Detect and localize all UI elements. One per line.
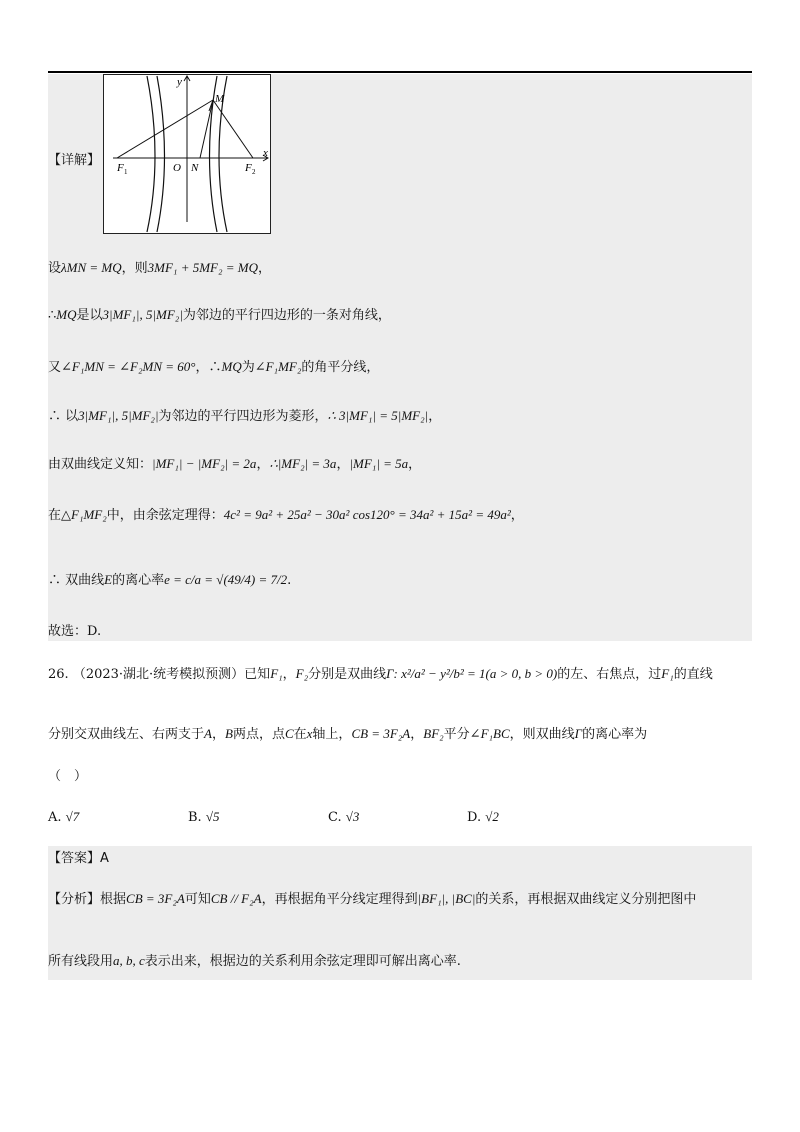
solution-line-6: 在△F₁MF₂中，由余弦定理得：4c² = 9a² + 25a² − 30a² cos120° = 34a² + 15a² = 49a²， (48, 507, 524, 523)
question-line-2: 分别交双曲线左、右两支于A，B两点，点C在x轴上，CB = 3F₂A，BF₂平分∠F₁BC，则双曲线Γ的离心率为 (48, 726, 648, 742)
label-F1-sub: 1 (124, 168, 128, 176)
option-a[interactable]: A. √7 (48, 809, 80, 825)
hyperbola-figure (103, 74, 271, 234)
hyperbola-diagram (103, 74, 271, 234)
solution-line-7: ∴ 双曲线E的离心率e = c/a = √(49/4) = 7/2. (48, 572, 292, 588)
top-rule (48, 71, 752, 73)
solution-line-8: 故选：D. (48, 624, 102, 639)
question-line-1: 26. （2023·湖北·统考模拟预测）已知F₁，F₂分别是双曲线Γ: x²/a² − y²/b² = 1(a > 0, b > 0)的左、右焦点，过F₁的直线 (48, 666, 713, 682)
label-y: y (177, 76, 182, 88)
solution-line-5: 由双曲线定义知：|MF₁| − |MF₂| = 2a，∴|MF₂| = 3a，|MF₁| = 5a， (48, 456, 422, 472)
label-N: N (191, 162, 199, 174)
label-x: x (263, 147, 268, 159)
solution-heading: 【详解】 (48, 153, 101, 168)
label-F2-sub: 2 (252, 168, 256, 176)
analysis-line-2: 所有线段用a, b, c表示出来，根据边的关系利用余弦定理即可解出离心率. (48, 953, 461, 969)
analysis-line-1: 【分析】根据CB = 3F₂A可知CB // F₂A，再根据角平分线定理得到|BF₁|, |BC|的关系，再根据双曲线定义分别把图中 (48, 891, 697, 907)
solution-line-4: ∴ 以3|MF₁|, 5|MF₂|为邻边的平行四边形为菱形，∴ 3|MF₁| = 5|MF₂|， (48, 408, 442, 424)
label-F1: F (117, 162, 124, 174)
solution-line-1: 设λMN = MQ，则3MF₁ + 5MF₂ = MQ， (48, 260, 272, 276)
answer-block (48, 846, 752, 980)
label-F2: F (245, 162, 252, 174)
option-c[interactable]: C. √3 (328, 809, 360, 825)
solution-line-3: 又∠F₁MN = ∠F₂MN = 60°，∴MQ为∠F₁MF₂的角平分线， (48, 359, 380, 375)
label-M: M (215, 93, 225, 105)
answer-heading: 【答案】A (48, 851, 109, 866)
option-b[interactable]: B. √5 (188, 809, 220, 825)
solution-line-2: ∴MQ是以3|MF₁|, 5|MF₂|为邻边的平行四边形的一条对角线， (48, 307, 391, 323)
answer-paren: （ ） (48, 769, 88, 784)
label-O: O (173, 162, 181, 174)
option-d[interactable]: D. √2 (467, 809, 499, 825)
